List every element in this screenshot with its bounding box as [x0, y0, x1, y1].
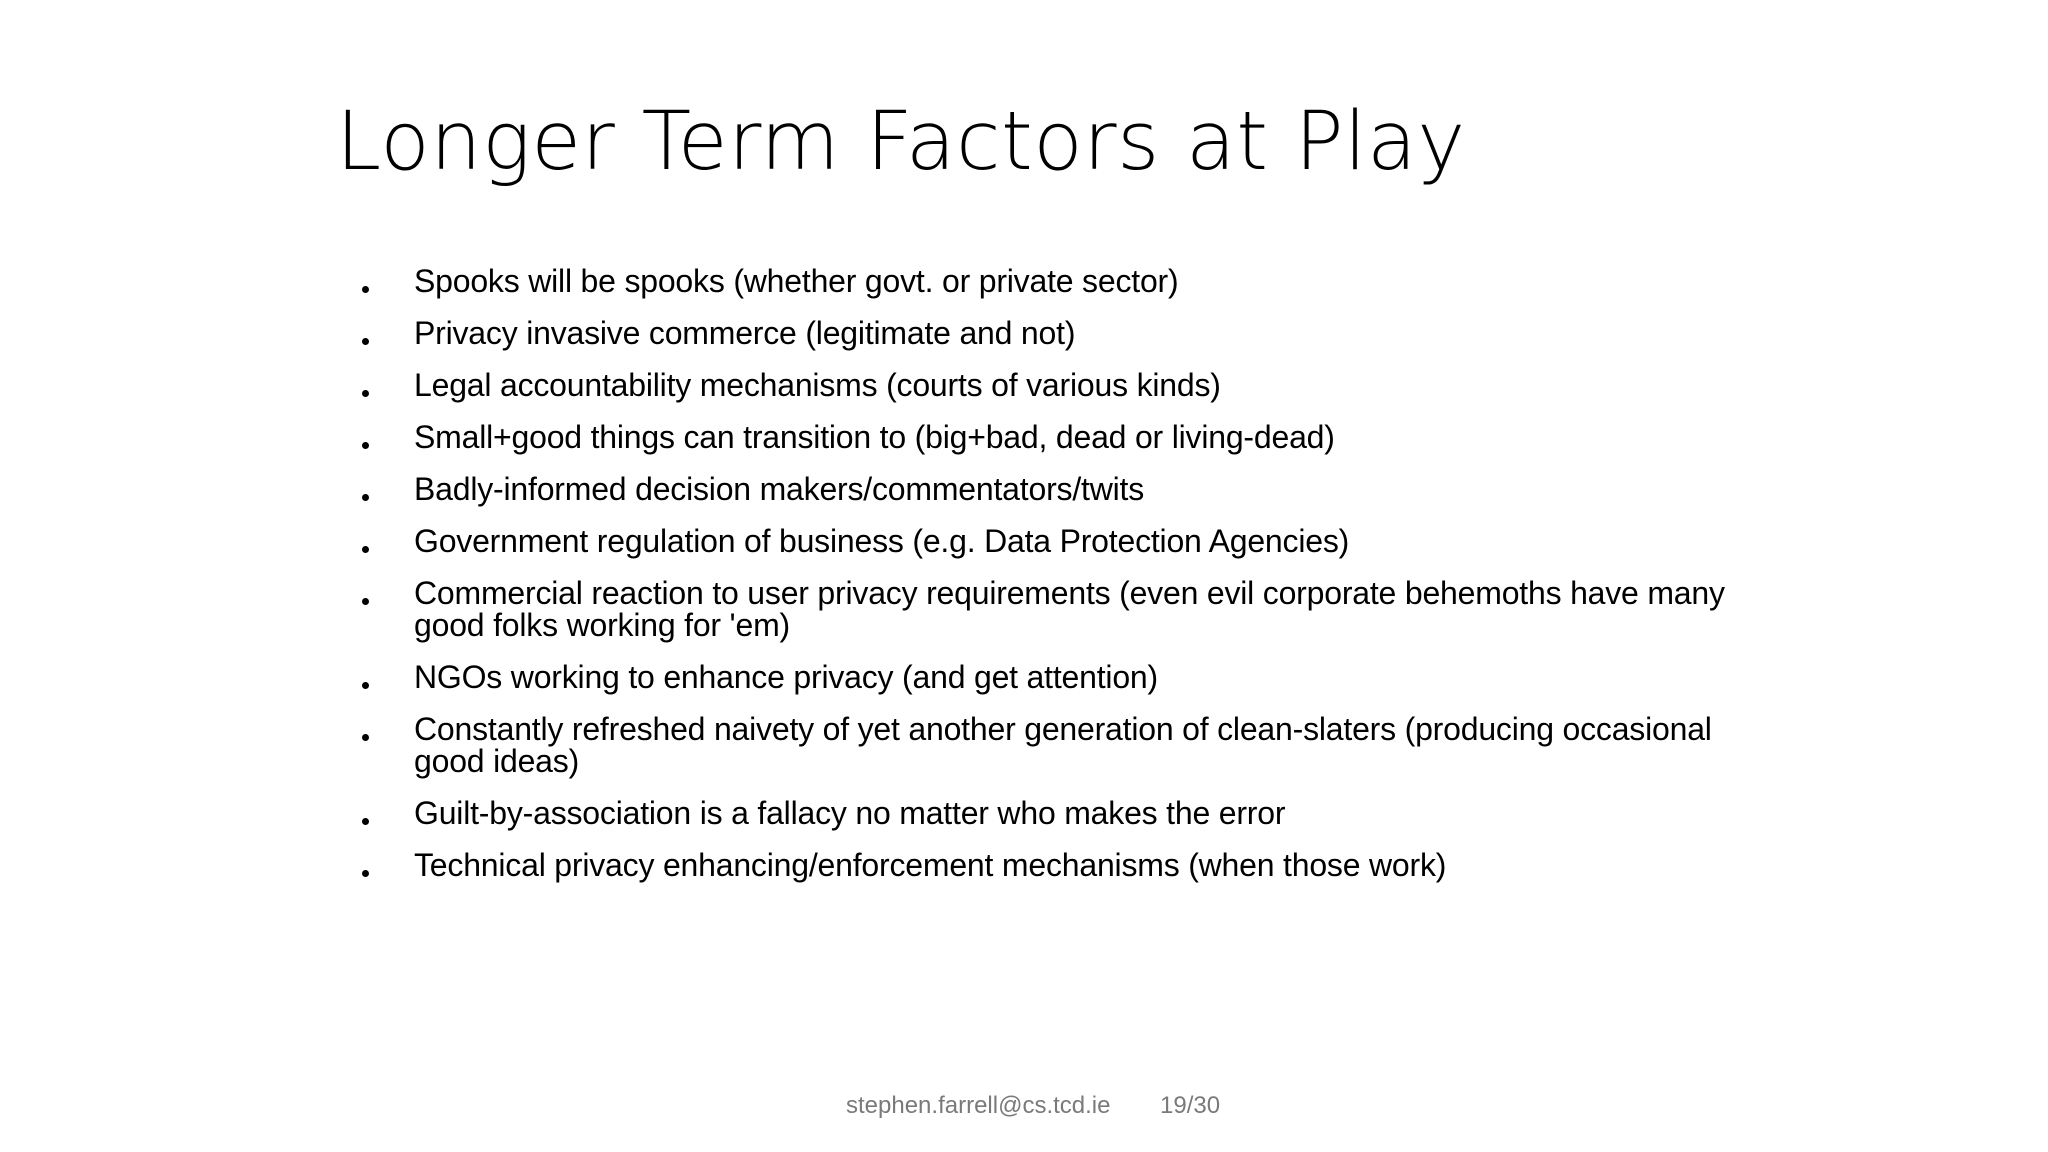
bullet-text: Spooks will be spooks (whether govt. or private sector) [414, 263, 1179, 299]
bullet-text: Badly-informed decision makers/commentators/twits [414, 471, 1145, 507]
footer-page-number: 19/30 [1160, 1092, 1221, 1119]
bullet-text: Government regulation of business (e.g. Data Protection Agencies) [414, 523, 1350, 559]
bullet-item [362, 525, 1762, 557]
bullet-dot-icon [362, 598, 369, 605]
bullet-dot-icon [362, 870, 369, 877]
bullet-dot-icon [362, 338, 369, 345]
bullet-item [362, 265, 1762, 297]
bullet-item [362, 317, 1762, 349]
bullet-text: Privacy invasive commerce (legitimate and not) [414, 315, 1076, 351]
bullet-dot-icon [362, 734, 369, 741]
bullet-text: NGOs working to enhance privacy (and get attention) [414, 659, 1158, 695]
bullet-dot-icon [362, 442, 369, 449]
bullet-item [362, 473, 1762, 505]
footer-email: stephen.farrell@cs.tcd.ie [846, 1092, 1111, 1119]
bullet-text: Guilt-by-association is a fallacy no matter who makes the error [414, 795, 1286, 831]
slide-footer [0, 1092, 2048, 1122]
bullet-dot-icon [362, 682, 369, 689]
bullet-text: Technical privacy enhancing/enforcement mechanisms (when those work) [414, 847, 1447, 883]
bullet-item [362, 661, 1762, 693]
bullet-dot-icon [362, 286, 369, 293]
bullet-dot-icon [362, 494, 369, 501]
bullet-text: Legal accountability mechanisms (courts of various kinds) [414, 367, 1221, 403]
bullet-dot-icon [362, 546, 369, 553]
bullet-dot-icon [362, 390, 369, 397]
bullet-item [362, 713, 1762, 777]
bullet-text: Commercial reaction to user privacy requirements (even evil corporate behemoths have many good folks working for 'em) [414, 575, 1725, 643]
bullet-text: Constantly refreshed naivety of yet another generation of clean-slaters (producing occasional good ideas) [414, 711, 1712, 779]
bullet-text: Small+good things can transition to (big+bad, dead or living-dead) [414, 419, 1335, 455]
bullet-item [362, 577, 1762, 641]
slide-title: Longer Term Factors at Play [336, 95, 1466, 189]
bullet-dot-icon [362, 818, 369, 825]
bullet-item [362, 849, 1762, 881]
bullet-item [362, 369, 1762, 401]
bullet-item [362, 797, 1762, 829]
bullet-item [362, 421, 1762, 453]
bullet-list [362, 265, 1762, 901]
